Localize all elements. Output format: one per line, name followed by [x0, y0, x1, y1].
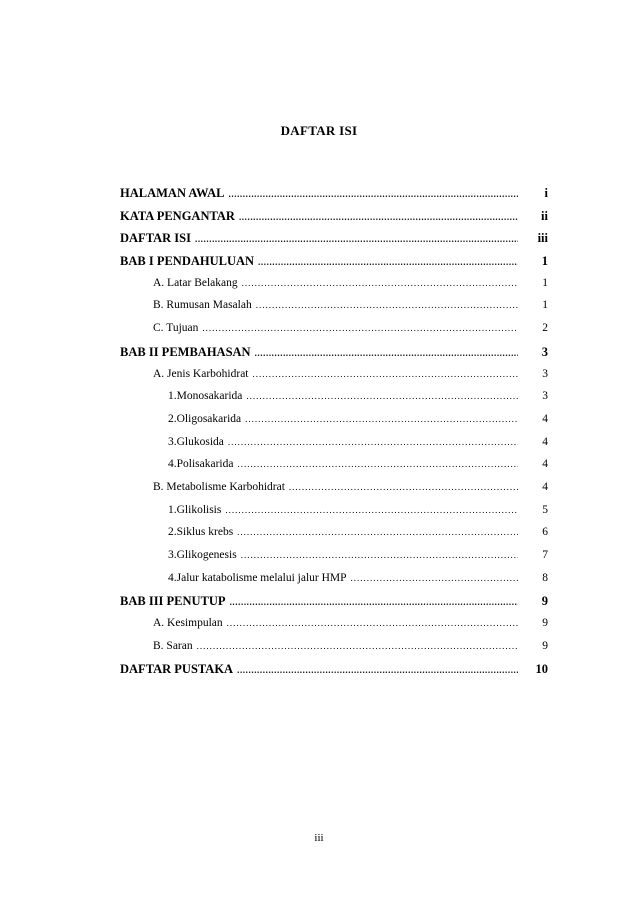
toc-entry	[120, 594, 548, 617]
toc-entry	[120, 617, 548, 640]
toc-entry	[120, 277, 548, 300]
dot-leader	[253, 370, 519, 379]
toc-entry-label: BAB II PEMBAHASAN	[120, 344, 251, 359]
toc-entry-label: HALAMAN AWAL	[120, 186, 225, 200]
dot-leader	[256, 301, 518, 310]
toc-entry	[120, 186, 548, 209]
toc-entry-label: Jalur katabolisme melalui jalur HMP	[176, 571, 347, 584]
toc-entry-page: 9	[542, 639, 548, 652]
toc-entry-page: 6	[542, 526, 548, 539]
toc-entry	[120, 390, 548, 413]
toc-entry-page: 9	[541, 594, 548, 609]
dot-leader	[239, 213, 518, 222]
toc-entry-page: 3	[542, 390, 548, 403]
toc-entry-label: B. Saran	[153, 639, 193, 652]
toc-entry-label: DAFTAR ISI	[120, 231, 191, 246]
toc-entry-label: Polisakarida	[176, 458, 234, 471]
dot-leader	[202, 324, 518, 333]
toc-entry	[120, 549, 548, 572]
toc-entry-page: 5	[542, 503, 548, 516]
toc-entry-label: KATA PENGANTAR	[120, 208, 235, 223]
toc-entry	[120, 662, 548, 685]
dot-leader	[229, 190, 518, 199]
dot-leader	[225, 506, 518, 515]
dot-leader	[245, 415, 518, 424]
toc-entry-number: 1.	[168, 503, 177, 516]
toc-entry-page: 1	[542, 276, 548, 289]
toc-entry-label: Glukosida	[176, 435, 224, 448]
dot-leader	[230, 598, 518, 607]
toc-entry	[120, 504, 548, 527]
toc-entry	[120, 572, 548, 595]
toc-entry-label: DAFTAR PUSTAKA	[120, 662, 234, 677]
toc-entry-label: A. Latar Belakang	[153, 276, 238, 289]
toc-entry	[120, 345, 548, 368]
toc-entry-page: 3	[541, 344, 548, 359]
toc-entry-number: 3.	[168, 549, 177, 561]
toc-entry-page: 7	[542, 549, 548, 561]
toc-entry-page: 4	[542, 435, 548, 448]
toc-entry-page: 4	[542, 480, 548, 493]
toc-entry-page: 1	[542, 299, 548, 312]
toc-entry-number: 4.	[168, 571, 177, 584]
table-of-contents	[120, 186, 548, 685]
toc-entry	[120, 299, 548, 322]
toc-entry-page: 3	[542, 367, 548, 380]
toc-entry-label: Siklus krebs	[176, 526, 234, 539]
toc-entry-page: ii	[541, 208, 548, 223]
toc-entry-label: BAB III PENUTUP	[120, 594, 226, 609]
toc-entry-number: 2.	[168, 526, 177, 539]
toc-entry-page: 9	[542, 617, 548, 630]
dot-leader	[228, 438, 518, 447]
toc-entry-page: 10	[535, 662, 548, 677]
toc-entry-page: 2	[542, 322, 548, 335]
toc-entry-label: Oligosakarida	[176, 412, 242, 425]
toc-entry	[120, 640, 548, 663]
toc-entry-label: C. Tujuan	[153, 322, 199, 335]
toc-entry-number: 4.	[168, 458, 177, 471]
toc-entry	[120, 231, 548, 254]
toc-entry-label: B. Rumusan Masalah	[153, 299, 252, 312]
toc-entry	[120, 413, 548, 436]
dot-leader	[241, 551, 518, 560]
toc-entry-number: 1.	[168, 390, 177, 403]
dot-leader	[258, 258, 518, 267]
toc-entry-label: A. Jenis Karbohidrat	[153, 367, 249, 380]
toc-entry	[120, 458, 548, 481]
dot-leader	[289, 483, 518, 492]
toc-entry	[120, 436, 548, 459]
dot-leader	[197, 642, 518, 651]
toc-entry	[120, 368, 548, 391]
toc-entry-number: 2.	[168, 412, 177, 425]
toc-entry	[120, 254, 548, 277]
toc-entry-page: 4	[542, 458, 548, 471]
dot-leader	[351, 574, 518, 583]
dot-leader	[195, 235, 518, 244]
toc-entry	[120, 481, 548, 504]
dot-leader	[246, 392, 518, 401]
toc-entry-label: Monosakarida	[176, 390, 243, 403]
toc-entry-page: i	[544, 186, 548, 200]
toc-entry-label: A. Kesimpulan	[153, 617, 223, 630]
toc-entry-label: Glikogenesis	[176, 549, 237, 561]
toc-entry-label: B. Metabolisme Karbohidrat	[153, 480, 285, 493]
page-number: iii	[314, 832, 324, 844]
dot-leader	[242, 279, 518, 288]
toc-entry-page: 1	[541, 254, 548, 269]
toc-entry-number: 3.	[168, 435, 177, 448]
dot-leader	[237, 666, 518, 675]
page-title: DAFTAR ISI	[280, 123, 358, 138]
toc-entry	[120, 322, 548, 345]
toc-entry-label: BAB I PENDAHULUAN	[120, 254, 255, 269]
dot-leader	[227, 619, 518, 628]
dot-leader	[237, 460, 518, 469]
toc-entry	[120, 526, 548, 549]
toc-entry-page: 4	[542, 412, 548, 425]
toc-entry-page: iii	[537, 231, 548, 246]
toc-entry-label: Glikolisis	[176, 503, 222, 516]
dot-leader	[255, 349, 518, 358]
toc-entry	[120, 209, 548, 232]
toc-entry-page: 8	[542, 571, 548, 584]
dot-leader	[237, 528, 518, 537]
